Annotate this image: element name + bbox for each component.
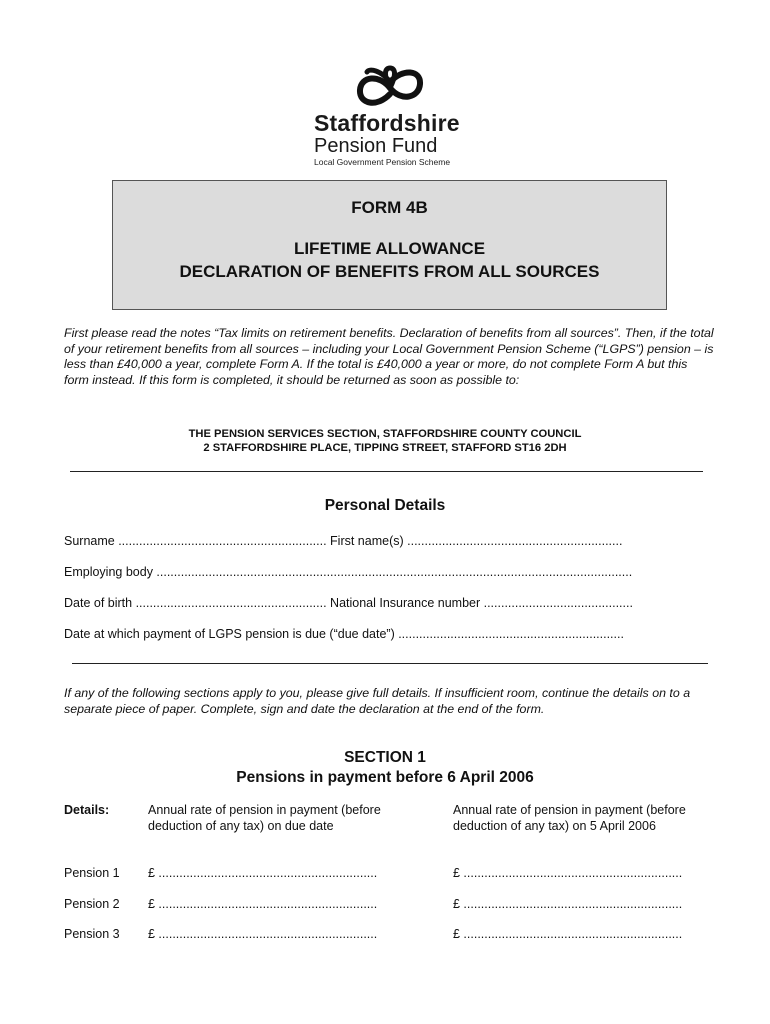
pension3-due-date-field[interactable]: £ ............................................................... xyxy=(148,927,378,941)
divider xyxy=(70,471,703,472)
pension1-due-date-field[interactable]: £ ............................................................... xyxy=(148,866,378,880)
pension-label: Pension 2 xyxy=(64,897,120,911)
form-title-line1: LIFETIME ALLOWANCE xyxy=(293,239,486,258)
logo-name: Staffordshire xyxy=(314,110,460,136)
divider xyxy=(72,663,708,664)
pension-label: Pension 3 xyxy=(64,927,120,941)
dob-ni-field[interactable]: Date of birth ....................................................... National Insurance number ........................................... xyxy=(64,596,633,610)
pension1-april-2006-field[interactable]: £ ............................................................... xyxy=(453,866,683,880)
column-header-5-april-2006: Annual rate of pension in payment (before deduction of any tax) on 5 April 2006 xyxy=(453,803,686,833)
due-date-field[interactable]: Date at which payment of LGPS pension is due (“due date”) ................................................................. xyxy=(64,627,624,641)
logo-subtitle: Local Government Pension Scheme xyxy=(314,157,451,167)
form-title-line2: DECLARATION OF BENEFITS FROM ALL SOURCES xyxy=(179,262,600,281)
staffordshire-knot-logo-icon xyxy=(355,64,425,110)
pension3-april-2006-field[interactable]: £ ............................................................... xyxy=(453,927,683,941)
section1-subheading: Pensions in payment before 6 April 2006 xyxy=(236,769,534,786)
section1-heading: SECTION 1 xyxy=(344,749,426,766)
form-title-box xyxy=(112,180,667,310)
details-label: Details: xyxy=(64,803,110,817)
address-line2: 2 STAFFORDSHIRE PLACE, TIPPING STREET, STAFFORD ST16 2DH xyxy=(203,442,567,454)
personal-details-heading: Personal Details xyxy=(324,497,446,514)
instructions-paragraph: If any of the following sections apply to you, please give full details. If insufficient room, continue the details on to a separate piece of paper. Complete, sign and date the declaration at the end of the form. xyxy=(64,686,691,716)
logo-fund: Pension Fund xyxy=(314,135,438,157)
employing-body-field[interactable]: Employing body ......................................................................................................................................... xyxy=(64,565,633,579)
pension-label: Pension 1 xyxy=(64,866,120,880)
column-header-due-date: Annual rate of pension in payment (before deduction of any tax) on due date xyxy=(148,803,381,833)
intro-paragraph: First please read the notes “Tax limits on retirement benefits. Declaration of benefits from all sources”. Then, if the total of your retirement benefits from all sources – including your Local Government Pension Scheme (“LGPS”) pension – is less than £40,000 a year, complete Form A. If the total is £40,000 a year or more, do not complete Form A but this form instead. If this form is completed, it should be returned as soon as possible to: xyxy=(64,326,714,387)
pension2-due-date-field[interactable]: £ ............................................................... xyxy=(148,897,378,911)
surname-firstname-field[interactable]: Surname ............................................................ First name(s) .............................................................. xyxy=(64,534,623,548)
form-number: FORM 4B xyxy=(351,198,428,217)
address-line1: THE PENSION SERVICES SECTION, STAFFORDSHIRE COUNTY COUNCIL xyxy=(188,428,582,440)
pension2-april-2006-field[interactable]: £ ............................................................... xyxy=(453,897,683,911)
